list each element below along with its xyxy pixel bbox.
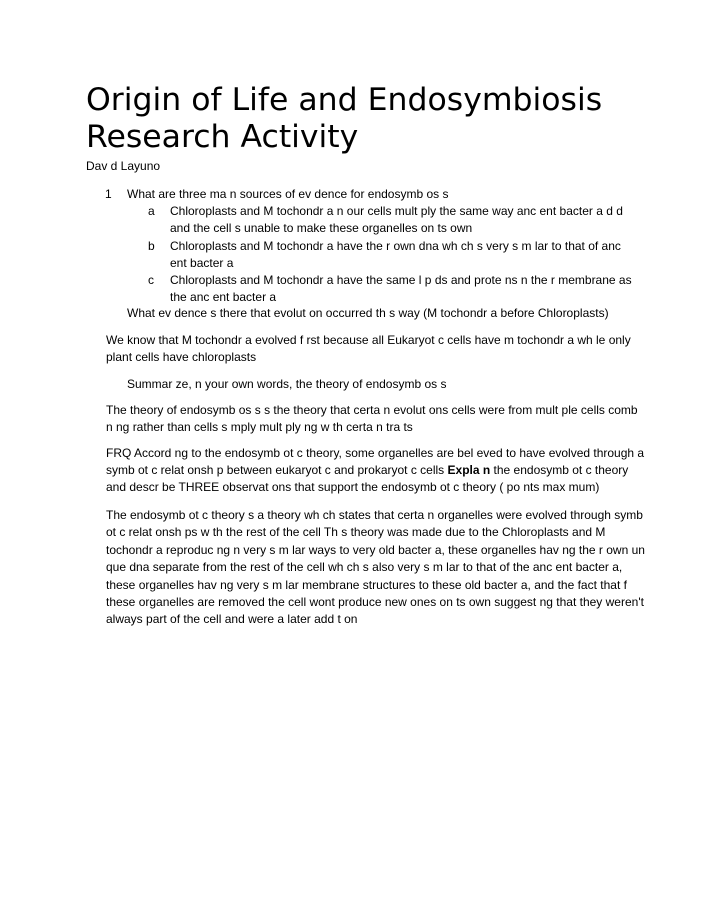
item-letter: b: [148, 239, 155, 253]
author-name: Dav d Layuno: [86, 159, 161, 173]
frq-answer: The endosymb ot c theory s a theory wh ch states that certa n organelles were evolved through symb ot c relat onsh ps w th the rest of the cell Th s theory was made due to the Chloroplasts and M tochondr a reproduc ng n very s m lar ways to very old bacter a, these organelles hav ng the r own un que dna separate from the rest of the cell wh ch s also very s m lar to that of the anc ent bacter a, these organelles hav ng very s m lar membrane structures to these old bacter a, and the fact that f these organelles are removed the cell wont produce new ones on ts own suggest ng that they weren't always part of the cell and were a later add t on: [106, 508, 645, 627]
question-2: What ev dence s there that evolut on occurred th s way (M tochondr a before Chloroplasts): [127, 306, 609, 320]
question-3: Summar ze, n your own words, the theory of endosymb os s: [127, 377, 447, 391]
question-text: What are three ma n sources of ev dence for endosymb os s: [127, 187, 449, 201]
frq-text-after: the endosymb ot c theory and descr be THREE observat ons that support the endosymb ot c theory ( po nts max mum): [106, 463, 629, 494]
frq-text-before: FRQ Accord ng to the endosymb ot c theory, some organelles are bel eved to have evolved through a symb ot c relat onsh p between eukaryot c and prokaryot c cells: [106, 446, 645, 477]
item-letter: a: [148, 204, 155, 218]
item-text: Chloroplasts and M tochondr a n our cells mult ply the same way anc ent bacter a d d and the cell s unable to make these organelles on ts own: [170, 204, 623, 235]
item-text: Chloroplasts and M tochondr a have the same l p ds and prote ns n the r membrane as the anc ent bacter a: [170, 273, 632, 304]
frq-prompt: [106, 445, 646, 496]
answer-3: The theory of endosymb os s s the theory that certa n evolut ons cells were from mult ple cells comb n ng rather than cells s mply mult ply ng w th certa n tra ts: [106, 403, 638, 434]
item-letter: c: [148, 273, 154, 287]
item-text: Chloroplasts and M tochondr a have the r own dna wh ch s very s m lar to that of anc ent bacter a: [170, 239, 621, 270]
document-title: Origin of Life and Endosymbiosis Research Activity: [86, 82, 603, 155]
answer-2: We know that M tochondr a evolved f rst because all Eukaryot c cells have m tochondr a wh le only plant cells have chloroplasts: [106, 333, 631, 364]
question-number: 1: [105, 187, 112, 201]
frq-bold-word: Expla n: [447, 463, 491, 477]
